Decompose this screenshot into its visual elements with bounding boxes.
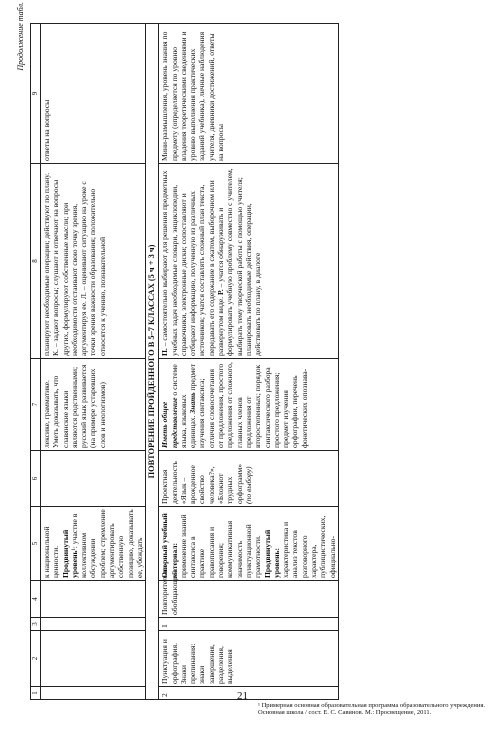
- colnum-2: 2: [31, 631, 41, 687]
- cell-text: применение знаний синтаксиса в практике правописания и говорения; коммуникативная значимость пунктуационной грамотности.: [178, 514, 263, 578]
- uud-label: Р.: [216, 289, 226, 295]
- uud-label: П.: [160, 348, 170, 356]
- column-number-row: [31, 24, 41, 700]
- lesson-plan-table: [30, 23, 339, 700]
- cell-main-col8: [159, 164, 339, 359]
- colnum-4: 4: [31, 581, 41, 618]
- cell-main-col4: Повторительно-обобщающий: [159, 581, 339, 618]
- colnum-6: 6: [31, 451, 41, 507]
- cell-main-col2: Пунктуация и орфография. Знаки препинания: знаки завершения, разделения, выделения: [159, 631, 339, 687]
- support-label: Опорный учебный материал:: [160, 513, 179, 578]
- footnote: ¹ Примерная основная образовательная программа образовательного учреждения. Основная школа / сост. Е. С. Савинов. М.: Просвещение, 2011.: [258, 702, 485, 716]
- goal-label: Иметь общее представление: [160, 397, 179, 448]
- rotated-page: [16, 0, 485, 700]
- section-banner-row: [146, 24, 159, 700]
- page-number: 21: [237, 690, 248, 702]
- colnum-3: 3: [31, 618, 41, 631]
- section-banner: ПОВТОРЕНИЕ ПРОЙДЕННОГО В 5–7 КЛАССАХ (5 ч + 3 ч): [146, 24, 159, 700]
- cell-main-col6: [159, 451, 339, 507]
- cell-text: характеристика и анализ текстов разговорного характера, публицистических, официально-: [281, 515, 337, 578]
- choice-note: (по выбору): [243, 466, 253, 504]
- cell-text: Проектная деятельность «Язык – врожденное свойство человека?», «Блокнот трудных орфограмм»: [160, 461, 244, 504]
- cell-text: – учатся обнаруживать и формулировать учебную проблему совместно с учителем, выбирать тему творческой работы с помощью учителя; планировать необходимые действия, операции, действовать по плану, в диалоге: [216, 168, 263, 356]
- cell-text: ¹: участие в коллективном обсуждении проблем; стремление аргументировать собственную позицию, доказывать ее, убеждать: [69, 509, 144, 578]
- cell-main-col7: [159, 359, 339, 451]
- colnum-9: 9: [31, 24, 41, 164]
- level-label: Продвинутый уровень: [60, 529, 79, 578]
- table-row-main: [159, 24, 339, 700]
- level-label: Продвинутый уровень:: [262, 529, 281, 578]
- colnum-8: 8: [31, 164, 41, 359]
- colnum-1: 1: [31, 687, 41, 700]
- cell-main-col9: Мини-размышления, уровень знания по предмету (определяется по уровню владения теоретическими сведениями и уровню выполнения практических заданий учебника), личные наблюдения учителя, дневники достижений, ответы на вопросы: [159, 24, 339, 164]
- cell-text: предмет изучения синтаксиса; отличия словосочетания от предложения, простого предложения от сложного, главных членов предложения от второстепенных; порядок синтаксического разбора простого предложения; предмет изучения орфографии, перечень фонетических опознава-: [188, 362, 309, 448]
- cell-main-col1: 2: [159, 687, 339, 700]
- goal-label: Знать: [188, 392, 198, 414]
- cell-top-col9: ответы на вопросы: [41, 24, 146, 164]
- cell-main-col5: [159, 507, 339, 581]
- cell-main-col3: 1: [159, 618, 339, 631]
- cell-top-col5: [41, 507, 146, 581]
- colnum-7: 7: [31, 359, 41, 451]
- cell-top-col7: лексике, грамматике. Уметь доказывать, что славянские языки являются родственными; русский язык развивается (на примере устаревших слов и неологизмов): [41, 359, 146, 451]
- continuation-label: Продолжение табл.: [16, 2, 25, 71]
- cell-text: о системе языка, языковых единицах.: [169, 364, 198, 448]
- cell-top-col8: планируют необходимые операции; действуют по плану. К. – задают вопросы; слушают и отвечают на вопросы других, формулируют собственные мысли; при необходимости отстаивают свою точку зрения, аргументируя ее. Л. – оценивают ситуацию на уроке с точки зрения важности образования; положительно относятся к учению, познавательной: [41, 164, 146, 359]
- cell-text: – самостоятельно выбирают для решения предметных учебных задач необходимые словари, энциклопедии, справочники, электронные диски; сопоставляют и отбирают информацию, полученную из различных источников; учатся составлять сложный план текста, передавать его содержание в сжатом, выборочном или развернутом виде.: [160, 170, 226, 356]
- colnum-5: 5: [31, 507, 41, 581]
- table-row-top: [41, 24, 146, 700]
- cell-text: к национальной ценности.: [42, 526, 61, 578]
